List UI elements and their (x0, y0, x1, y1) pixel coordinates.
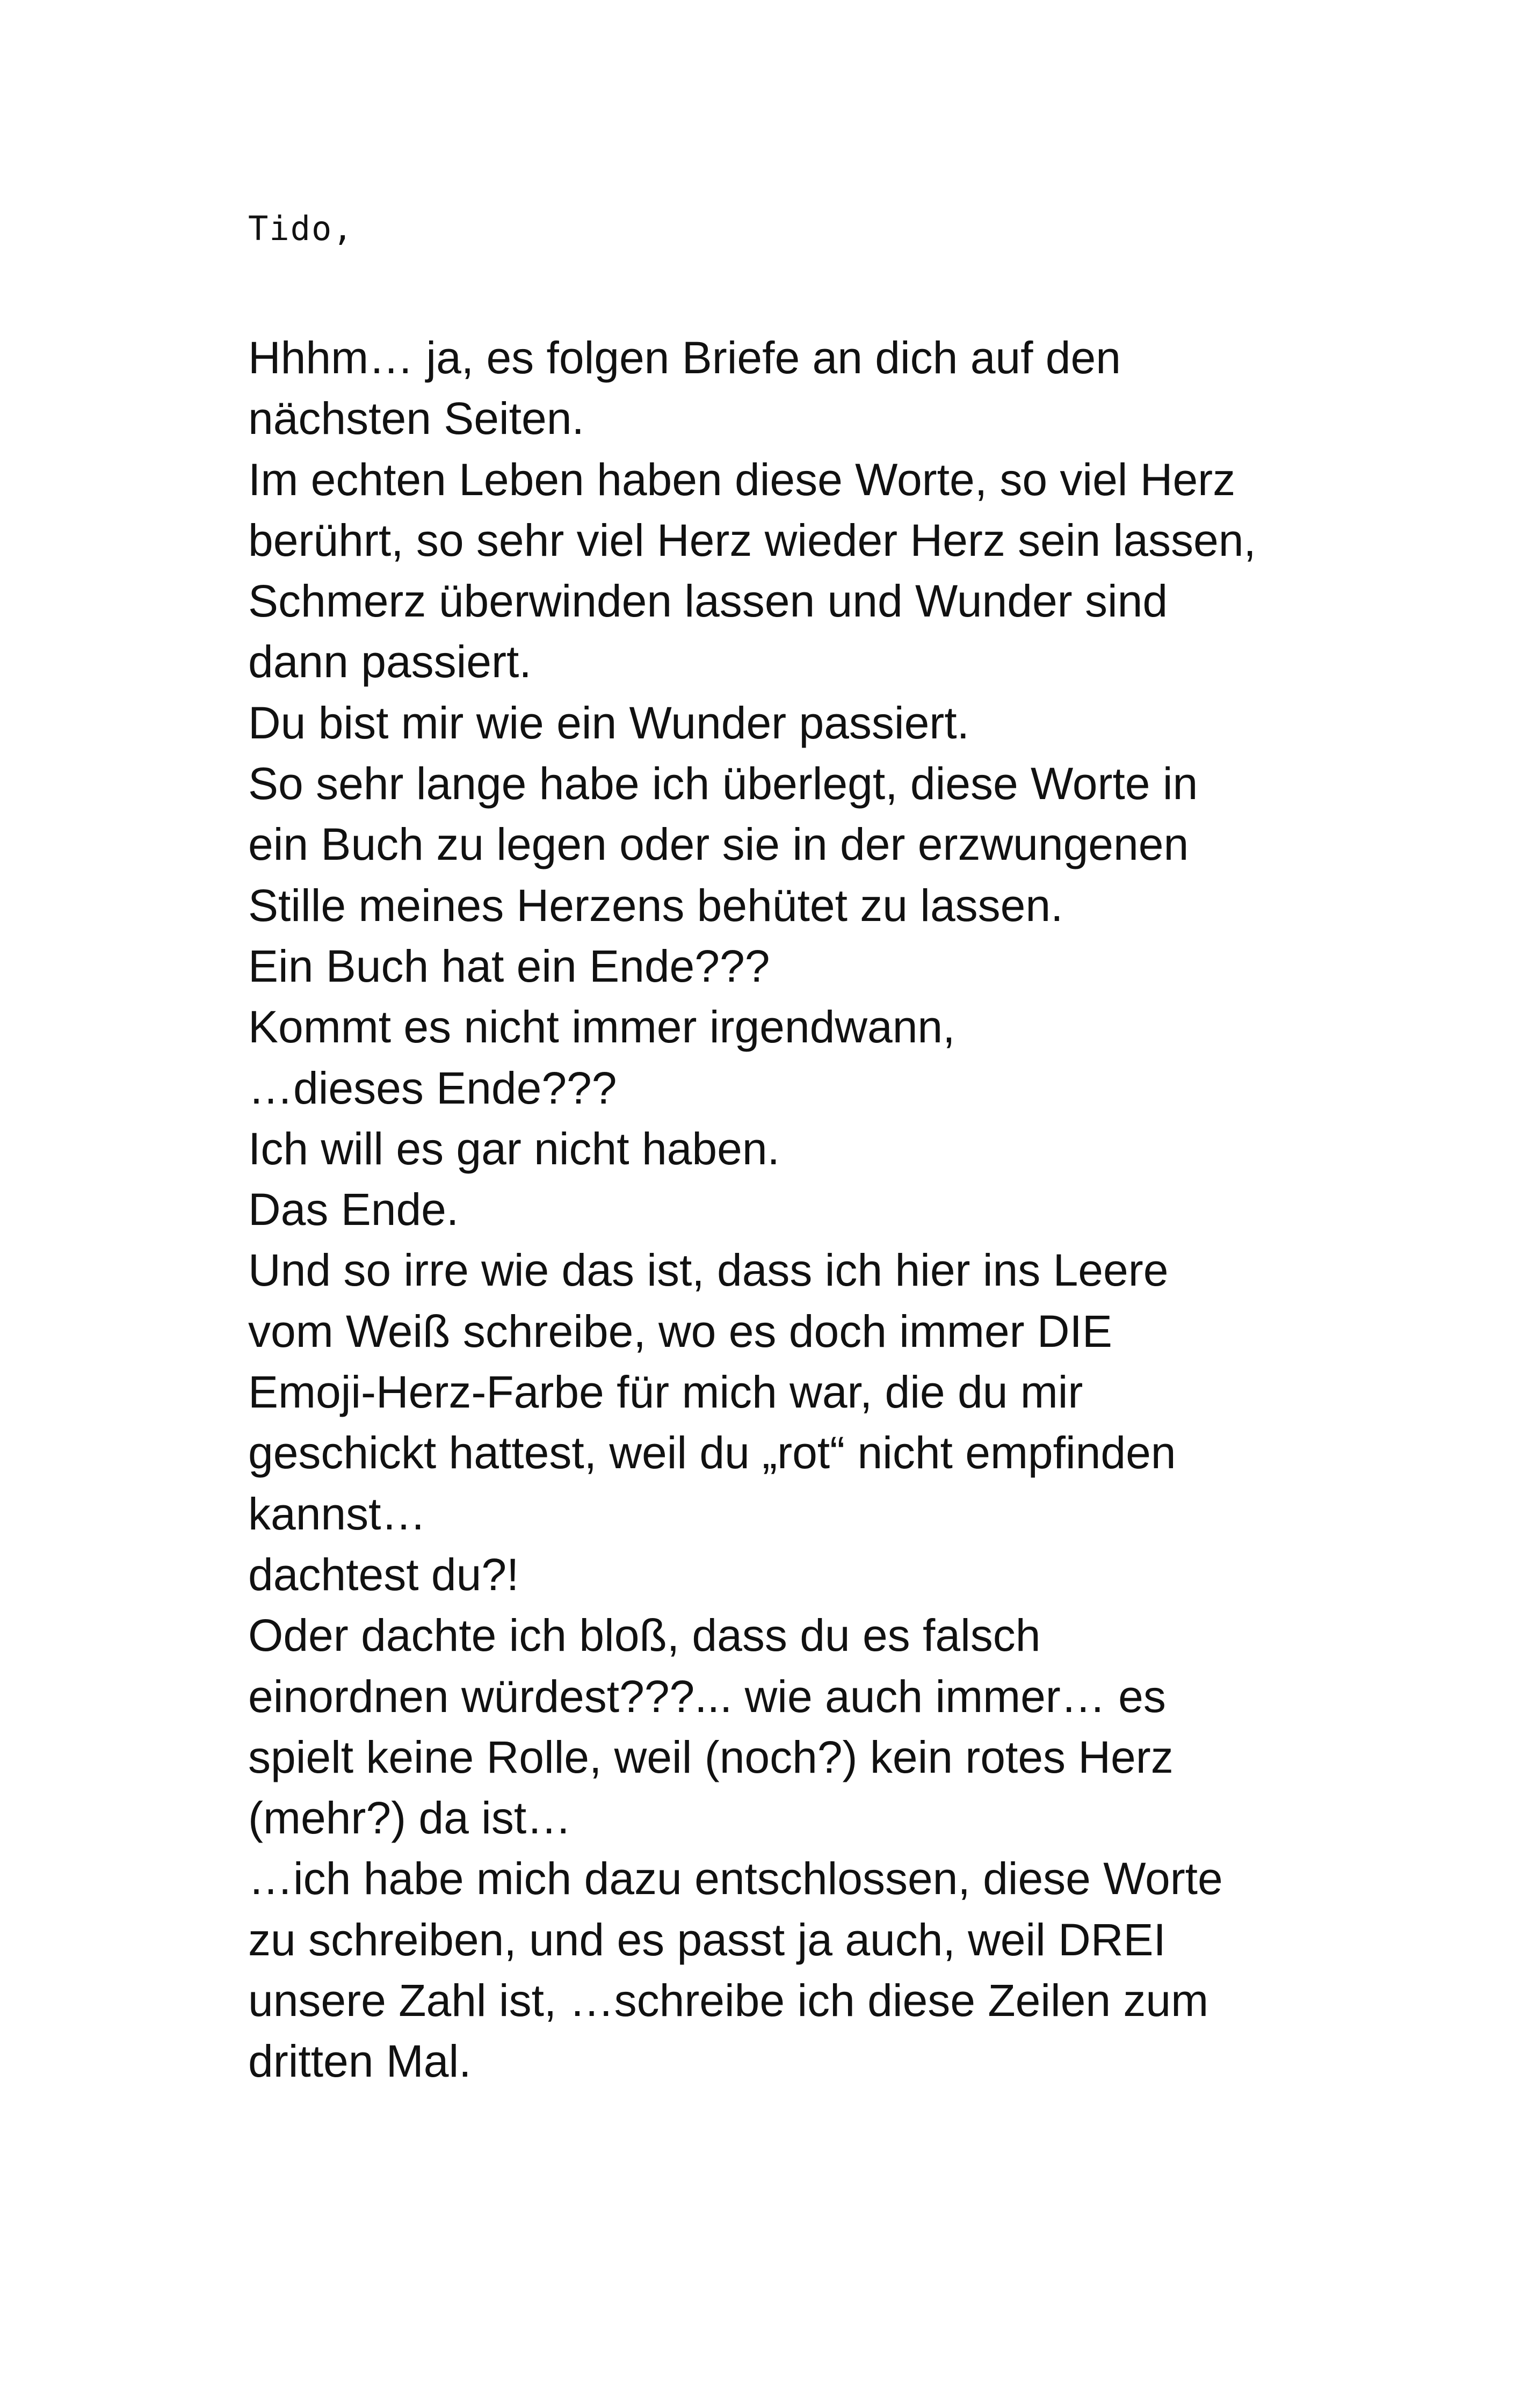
text-line: Das Ende. (248, 1184, 459, 1235)
text-line: unsere Zahl ist, …schreibe ich diese Zeilen zum (248, 1975, 1209, 2026)
text-line: …dieses Ende??? (248, 1062, 617, 1113)
text-line: zu schreiben, und es passt ja auch, weil DREI (248, 1914, 1166, 1965)
text-line: Emoji-Herz-Farbe für mich war, die du mir (248, 1367, 1083, 1418)
text-line: dann passiert. (248, 636, 532, 687)
text-line: vom Weiß schreibe, wo es doch immer DIE (248, 1305, 1112, 1357)
text-line: Kommt es nicht immer irgendwann, (248, 1002, 955, 1053)
text-line: (mehr?) da ist… (248, 1793, 572, 1844)
text-line: …ich habe mich dazu entschlossen, diese Worte (248, 1853, 1223, 1904)
text-line: berührt, so sehr viel Herz wieder Herz sein lassen, (248, 514, 1256, 565)
text-line: nächsten Seiten. (248, 393, 584, 444)
text-line: Und so irre wie das ist, dass ich hier ins Leere (248, 1245, 1169, 1296)
text-line: So sehr lange habe ich überlegt, diese Worte in (248, 758, 1198, 809)
text-line: dritten Mal. (248, 2036, 472, 2087)
text-line: einordnen würdest???... wie auch immer… es (248, 1671, 1166, 1722)
handwritten-salutation: Tido, (248, 209, 354, 248)
text-line: Ein Buch hat ein Ende??? (248, 940, 770, 991)
letter-body (248, 328, 1322, 2092)
text-line: spielt keine Rolle, weil (noch?) kein rotes Herz (248, 1731, 1174, 1782)
text-line: Stille meines Herzens behütet zu lassen. (248, 880, 1063, 931)
text-line: Oder dachte ich bloß, dass du es falsch (248, 1610, 1041, 1661)
text-line: kannst… (248, 1488, 426, 1539)
text-line: ein Buch zu legen oder sie in der erzwungenen (248, 819, 1189, 870)
text-line: dachtest du?! (248, 1549, 519, 1600)
text-line: geschickt hattest, weil du „rot“ nicht empfinden (248, 1427, 1176, 1478)
text-line: Schmerz überwinden lassen und Wunder sind (248, 576, 1168, 627)
text-line: Du bist mir wie ein Wunder passiert. (248, 697, 969, 748)
text-line: Ich will es gar nicht haben. (248, 1123, 780, 1174)
text-line: Hhhm… ja, es folgen Briefe an dich auf den (248, 332, 1121, 383)
text-line: Im echten Leben haben diese Worte, so viel Herz (248, 454, 1236, 505)
